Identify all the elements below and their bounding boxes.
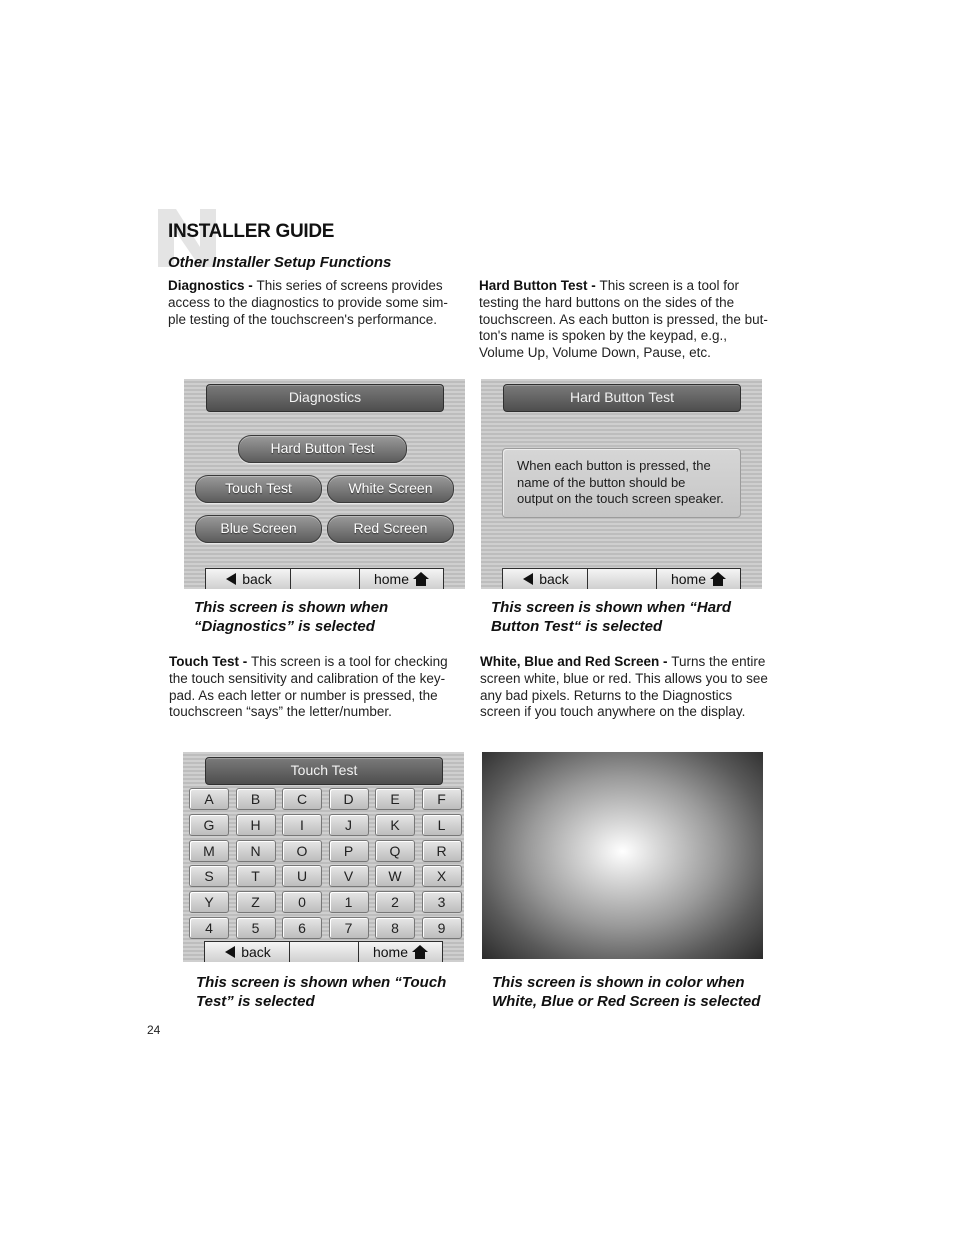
guide-title: INSTALLER GUIDE <box>168 221 335 242</box>
hard-button-label: Hard Button Test - <box>479 278 600 293</box>
key-g[interactable]: G <box>189 814 229 836</box>
key-y[interactable]: Y <box>189 891 229 913</box>
key-s[interactable]: S <box>189 865 229 887</box>
screen-title-bar: Touch Test <box>205 757 443 785</box>
key-q[interactable]: Q <box>375 840 415 862</box>
key-h[interactable]: H <box>236 814 276 836</box>
key-k[interactable]: K <box>375 814 415 836</box>
back-button[interactable]: back <box>206 569 290 589</box>
key-r[interactable]: R <box>422 840 462 862</box>
key-c[interactable]: C <box>282 788 322 810</box>
key-4[interactable]: 4 <box>189 917 229 939</box>
nav-bar <box>204 941 443 962</box>
back-button[interactable]: back <box>205 942 289 962</box>
diagnostics-screen <box>184 379 465 589</box>
page-number: 24 <box>147 1023 161 1037</box>
key-1[interactable]: 1 <box>329 891 369 913</box>
key-3[interactable]: 3 <box>422 891 462 913</box>
key-t[interactable]: T <box>236 865 276 887</box>
hard-button-screen <box>481 379 762 589</box>
key-i[interactable]: I <box>282 814 322 836</box>
key-f[interactable]: F <box>422 788 462 810</box>
home-icon <box>710 572 726 586</box>
screen-title-bar: Hard Button Test <box>503 384 741 412</box>
key-v[interactable]: V <box>329 865 369 887</box>
section-title: Other Installer Setup Functions <box>168 254 392 271</box>
nav-blank <box>290 942 358 962</box>
key-p[interactable]: P <box>329 840 369 862</box>
key-8[interactable]: 8 <box>375 917 415 939</box>
back-button[interactable]: back <box>503 569 587 589</box>
diagnostics-description: Diagnostics - This series of screens provides access to the diagnostics to provide some sim- ple testing of the touchscreen's performance. <box>168 278 448 327</box>
back-arrow-icon <box>224 572 238 586</box>
color-test-screen[interactable] <box>482 752 763 959</box>
home-button[interactable]: home <box>657 569 740 589</box>
key-6[interactable]: 6 <box>282 917 322 939</box>
key-e[interactable]: E <box>375 788 415 810</box>
diagnostics-label: Diagnostics - <box>168 278 257 293</box>
color-screen-description: White, Blue and Red Screen - Turns the entire screen white, blue or red. This allows you to see any bad pixels. Returns to the Diagnostics screen if you touch anywhere on the display. <box>480 654 768 720</box>
key-0[interactable]: 0 <box>282 891 322 913</box>
key-x[interactable]: X <box>422 865 462 887</box>
red-screen-button[interactable]: Red Screen <box>327 515 454 543</box>
home-icon <box>413 572 429 586</box>
caption-color-screen: This screen is shown in color when White, Blue or Red Screen is selected <box>492 974 761 1010</box>
instruction-message: When each button is pressed, the name of the button should be output on the touch screen speaker. <box>502 448 741 518</box>
blue-screen-button[interactable]: Blue Screen <box>195 515 322 543</box>
nav-bar <box>205 568 444 589</box>
touch-test-label: Touch Test - <box>169 654 251 669</box>
key-b[interactable]: B <box>236 788 276 810</box>
touch-test-description: Touch Test - This screen is a tool for checking the touch sensitivity and calibration of the key- pad. As each letter or number is pressed, the touchscreen “says” the letter/number. <box>169 654 448 720</box>
home-button[interactable]: home <box>360 569 443 589</box>
color-screen-label: White, Blue and Red Screen - <box>480 654 672 669</box>
key-7[interactable]: 7 <box>329 917 369 939</box>
back-arrow-icon <box>223 945 237 959</box>
nav-blank <box>291 569 359 589</box>
key-j[interactable]: J <box>329 814 369 836</box>
nav-bar <box>502 568 741 589</box>
key-l[interactable]: L <box>422 814 462 836</box>
white-screen-button[interactable]: White Screen <box>327 475 454 503</box>
key-o[interactable]: O <box>282 840 322 862</box>
hard-button-description: Hard Button Test - This screen is a tool for testing the hard buttons on the sides of the touchscreen. As each button is pressed, the but- ton's name is spoken by the keypad, e.g., Volume Up, Volume Down, Pause, etc. <box>479 278 768 361</box>
key-9[interactable]: 9 <box>422 917 462 939</box>
caption-touch-test: This screen is shown when “Touch Test” is selected <box>196 974 447 1010</box>
key-5[interactable]: 5 <box>236 917 276 939</box>
key-n[interactable]: N <box>236 840 276 862</box>
key-w[interactable]: W <box>375 865 415 887</box>
caption-diagnostics: This screen is shown when “Diagnostics” is selected <box>194 599 389 635</box>
back-arrow-icon <box>521 572 535 586</box>
touch-test-button[interactable]: Touch Test <box>195 475 322 503</box>
hard-button-test-button[interactable]: Hard Button Test <box>238 435 407 463</box>
key-z[interactable]: Z <box>236 891 276 913</box>
key-m[interactable]: M <box>189 840 229 862</box>
home-icon <box>412 945 428 959</box>
caption-hard-button: This screen is shown when “Hard Button Test“ is selected <box>491 599 732 635</box>
touch-test-screen <box>183 752 464 962</box>
key-a[interactable]: A <box>189 788 229 810</box>
key-d[interactable]: D <box>329 788 369 810</box>
screen-title-bar: Diagnostics <box>206 384 444 412</box>
nav-blank <box>588 569 656 589</box>
key-2[interactable]: 2 <box>375 891 415 913</box>
key-u[interactable]: U <box>282 865 322 887</box>
home-button[interactable]: home <box>359 942 442 962</box>
